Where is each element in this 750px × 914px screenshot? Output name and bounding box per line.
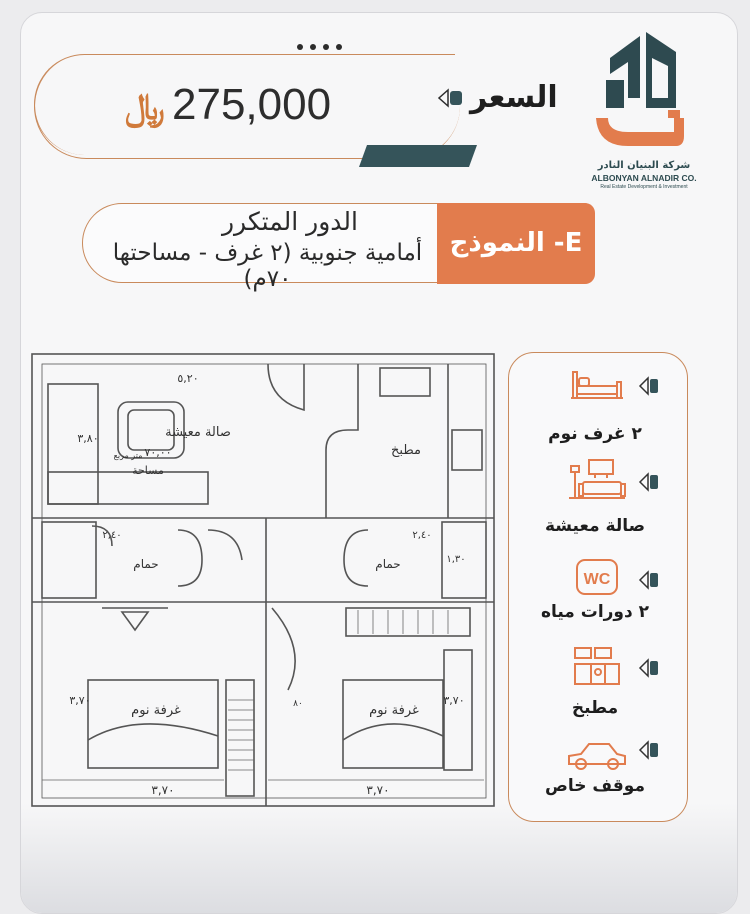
plan-bath-right: حمام [375,557,401,571]
plan-bedroom-side-left: ٣,٧٠ [69,694,91,707]
model-subtitle: أمامية جنوبية (٢ غرف - مساحتها ٧٠م) [112,240,423,292]
logo-name-en: ALBONYAN ALNADIR CO. [591,173,697,183]
wc-icon [565,556,629,600]
price-pointer-icon [438,88,464,108]
plan-bath-left: حمام [133,557,159,571]
plan-living-dim-side: ٣,٨٠ [77,432,99,445]
feature-bedrooms-label: ٢ غرف نوم [548,424,642,444]
arrow-left-icon [638,568,662,592]
kitchen-icon [565,644,629,688]
plan-door-label: ٨٠ [293,699,303,709]
plan-living-area: ٧٠,٠٠ [144,446,172,459]
car-icon [565,734,629,778]
dot [297,44,303,50]
plan-living-dim-top: ٥,٢٠ [177,372,199,385]
plan-bedroom-side-right: ٣,٧٠ [443,694,465,707]
plan-bedroom-right: غرفة نوم [369,703,419,718]
plan-bedroom-dim-right: ٣,٧٠ [366,783,390,797]
logo-name-ar: شركة البنيان النادر [597,160,691,171]
logo-tagline: Real Estate Development & Investment [600,184,688,190]
model-tag: النموذج -E [437,203,595,284]
plan-kitchen-label: مطبخ [391,443,421,458]
model-title: الدور المتكرر [221,207,358,236]
feature-living-label: صالة معيشة [544,516,646,536]
wc-text: WC [583,571,611,588]
arrow-left-icon [638,656,662,680]
feature-kitchen-label: مطبخ [571,698,619,718]
dot [310,44,316,50]
arrow-left-icon [638,470,662,494]
plan-living-label: صالة معيشة [165,425,231,440]
plan-bath-dim-right: ٢,٤٠ [412,530,432,541]
plan-living-area-label: مساحة [132,464,164,477]
plan-bedroom-left: غرفة نوم [131,703,181,718]
price-value: 275,000 [172,80,332,129]
dot [336,44,342,50]
arrow-left-icon [638,374,662,398]
currency-symbol: ﷼ [125,86,165,128]
arrow-left-icon [638,738,662,762]
feature-parking-label: موقف خاص [545,776,645,796]
floor-plan [28,350,498,810]
company-logo [588,28,698,158]
plan-bedroom-dim-left: ٣,٧٠ [151,783,175,797]
dot [323,44,329,50]
price-label: السعر [470,80,558,115]
bed-icon [565,362,629,406]
plan-living-unit: متر مربع [113,451,143,460]
sofa-tv-icon [565,458,629,502]
feature-bathrooms-label: ٢ دورات مياه [540,602,650,622]
plan-bath-dim-left: ٢,٤٠ [102,530,122,541]
pagination-dots [297,44,342,50]
price-accent-bar [359,145,477,167]
plan-bath-dim-side: ١,٣٠ [446,554,466,565]
